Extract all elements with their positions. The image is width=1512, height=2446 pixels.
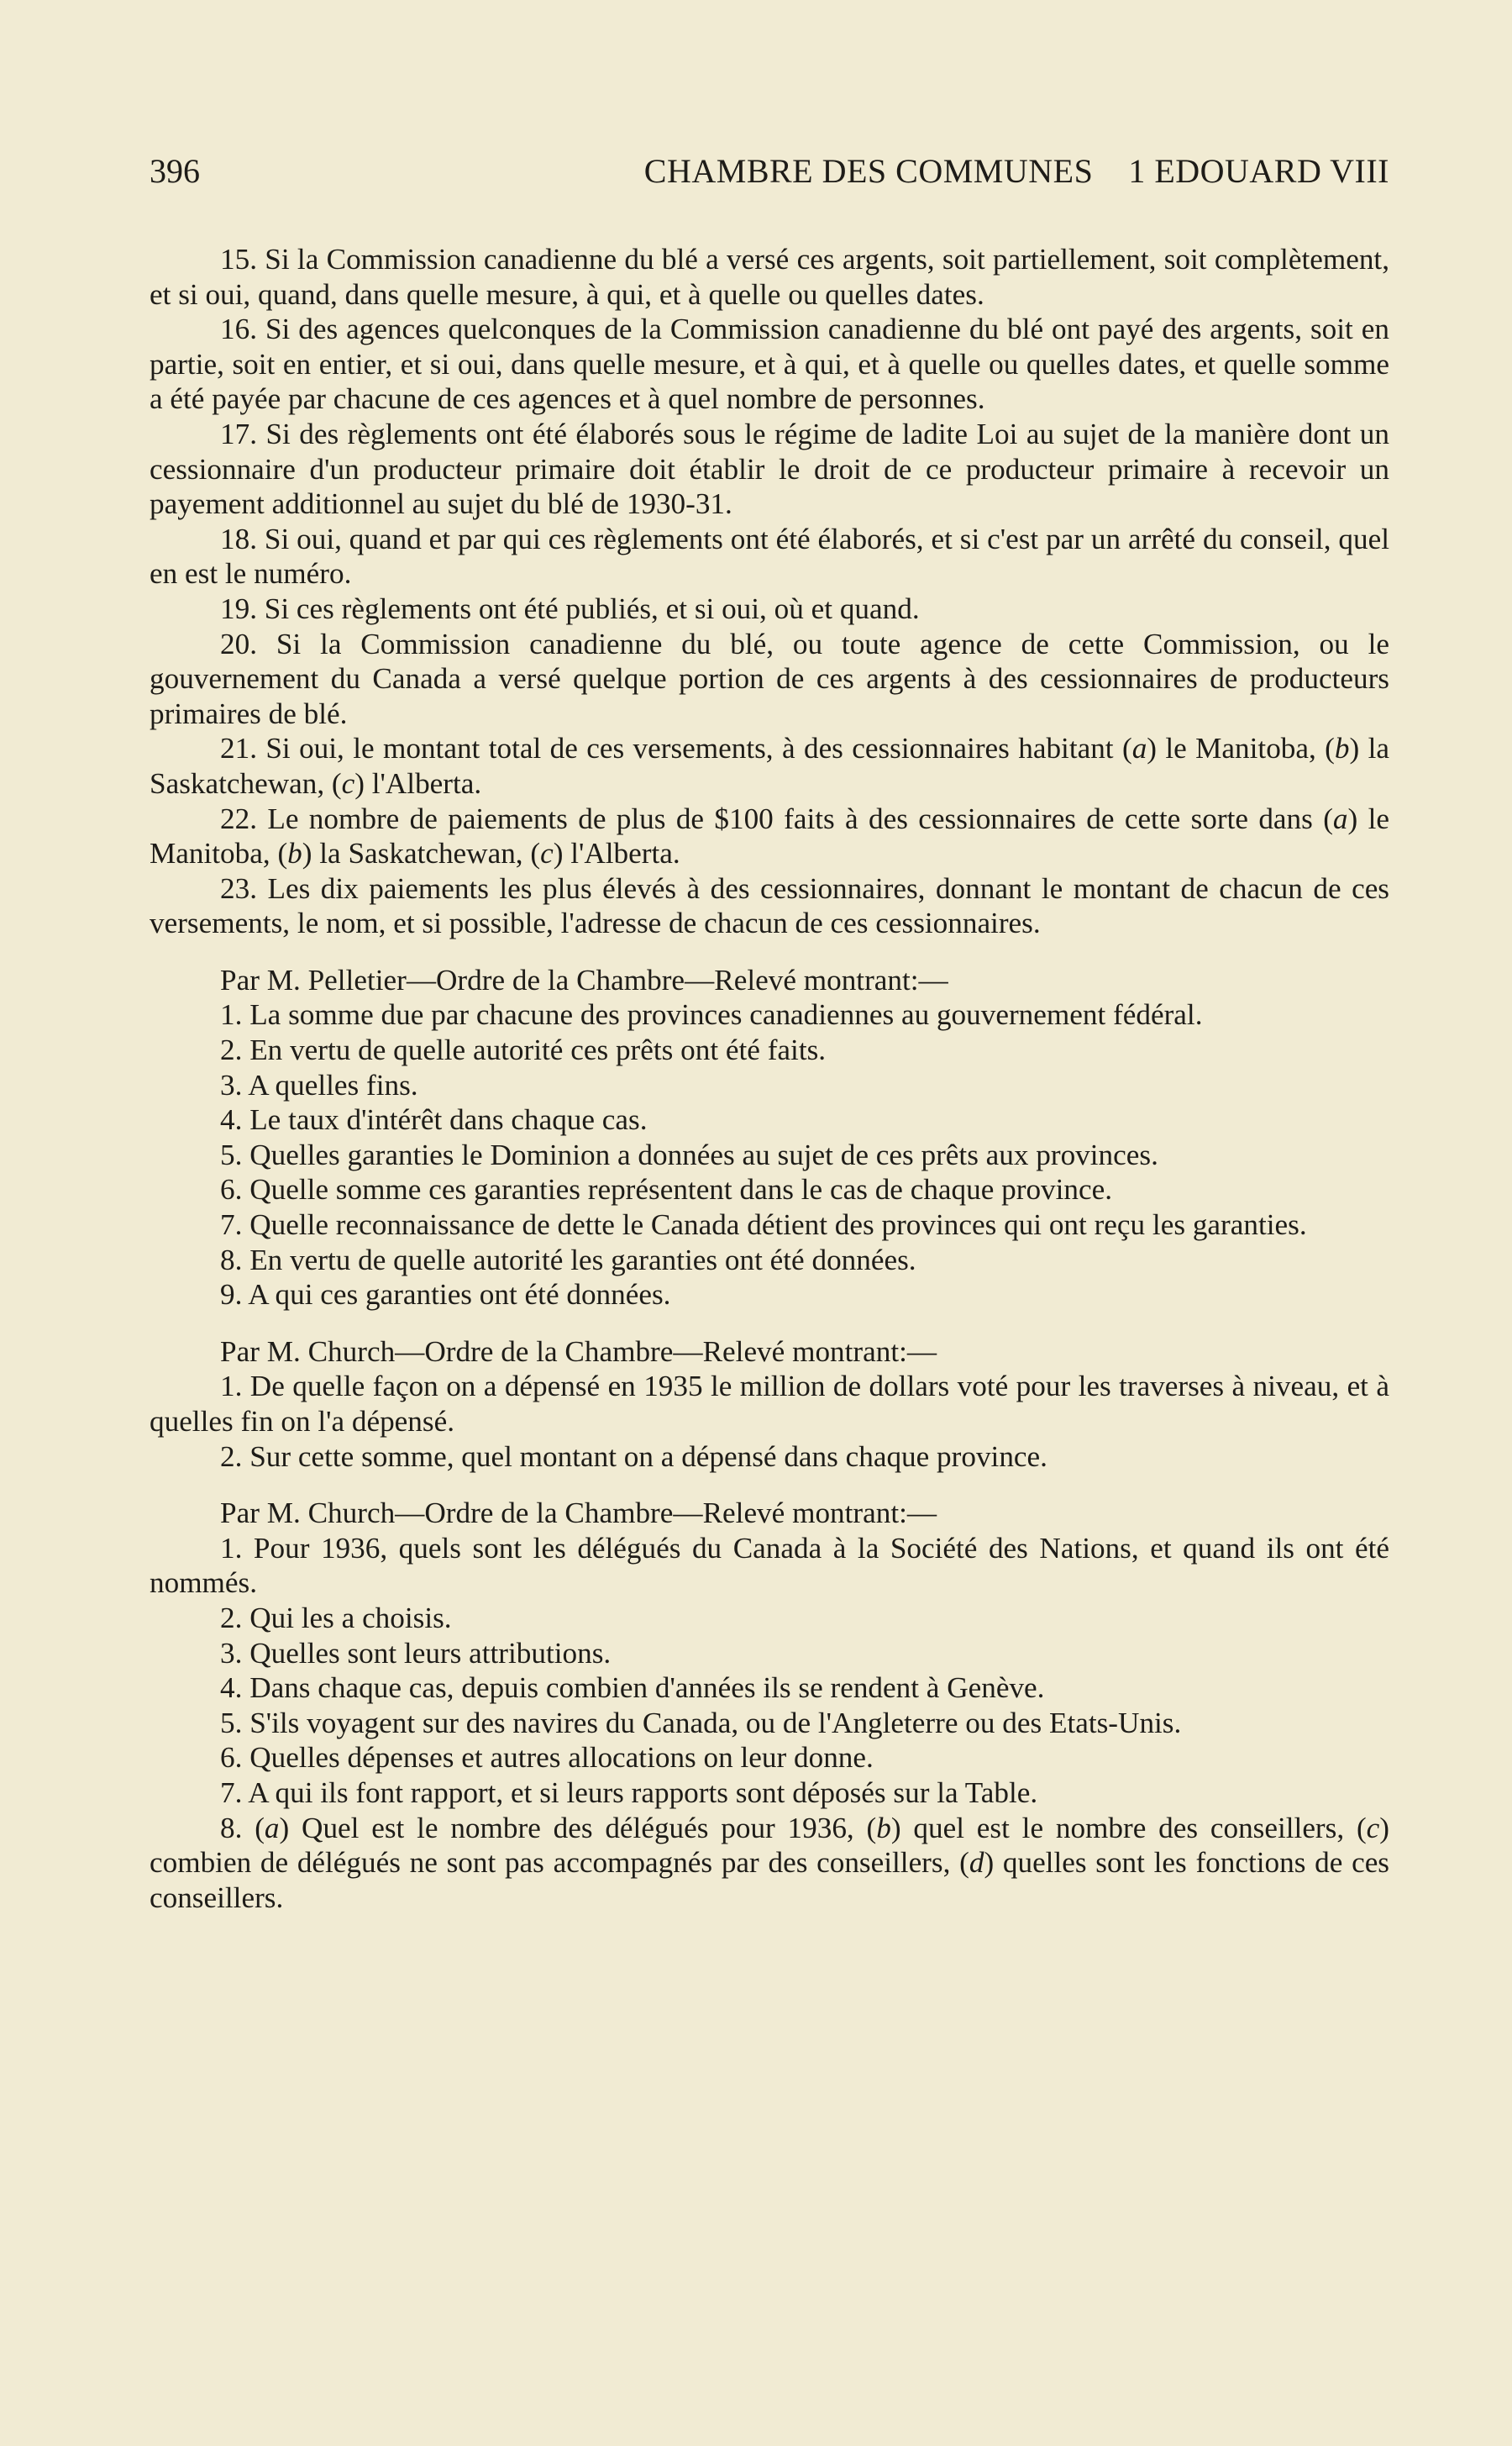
paragraph-16: 16. Si des agences quelconques de la Commission canadienne du blé ont payé des argents, soit en partie, soit en entier, et si oui, dans quelle mesure, et à qui, et à quelle ou quelles dates, et quelle somme a été payée par chacune de ces agences et à quel nombre de personnes. [150, 313, 1389, 416]
list-item: 4. Dans chaque cas, depuis combien d'années ils se rendent à Genève. [220, 1671, 1045, 1705]
paragraph-19: 19. Si ces règlements ont été publiés, et si oui, où et quand. [220, 592, 920, 625]
list-item: 9. A qui ces garanties ont été données. [220, 1278, 671, 1312]
paragraph-22: 22. Le nombre de paiements de plus de $100 faits à des cessionnaires de cette sorte dans (a) le Manitoba, (b) la Saskatchewan, (c) l'Alberta. [150, 802, 1389, 871]
list-item: 6. Quelles dépenses et autres allocations on leur donne. [220, 1741, 874, 1775]
list-item: 3. Quelles sont leurs attributions. [220, 1636, 612, 1670]
paragraph-21: 21. Si oui, le montant total de ces versements, à des cessionnaires habitant (a) le Manitoba, (b) la Saskatchewan, (c) l'Alberta. [150, 732, 1389, 800]
section-church-crossings [150, 1334, 1389, 1474]
list-item: 2. En vertu de quelle autorité ces prêts ont été faits. [220, 1034, 827, 1067]
list-item: 2. Sur cette somme, quel montant on a dépensé dans chaque province. [220, 1439, 1047, 1473]
page-header [150, 150, 1389, 193]
list-item: 7. A qui ils font rapport, et si leurs rapports sont déposés sur la Table. [220, 1775, 1038, 1809]
section-heading: Par M. Church—Ordre de la Chambre—Relevé montrant:— [220, 1334, 937, 1368]
question-list-wheat [150, 242, 1389, 941]
list-item: 4. Le taux d'intérêt dans chaque cas. [220, 1103, 648, 1137]
running-title: CHAMBRE DES COMMUNES 1 EDOUARD VIII [643, 152, 1389, 190]
list-item: 8. En vertu de quelle autorité les garanties ont été données. [220, 1243, 916, 1276]
paragraph-17: 17. Si des règlements ont été élaborés sous le régime de ladite Loi au sujet de la manière dont un cessionnaire d'un producteur primaire doit établir le droit de ce producteur primaire à recevoir un payement additionnel au sujet du blé de 1930-31. [150, 417, 1389, 521]
page-number: 396 [150, 152, 200, 190]
section-church-delegates [150, 1496, 1389, 1915]
list-item: 2. Qui les a choisis. [220, 1601, 452, 1634]
paragraph-18: 18. Si oui, quand et par qui ces règlements ont été élaborés, et si c'est par un arrêté du conseil, quel en est le numéro. [150, 522, 1389, 591]
list-item: 7. Quelle reconnaissance de dette le Canada détient des provinces qui ont reçu les garanties. [220, 1208, 1307, 1242]
list-item: 1. Pour 1936, quels sont les délégués du Canada à la Société des Nations, et quand ils ont été nommés. [150, 1531, 1389, 1600]
paragraph-20: 20. Si la Commission canadienne du blé, ou toute agence de cette Commission, ou le gouvernement du Canada a versé quelque portion de ces argents à des cessionnaires de producteurs primaires de blé. [150, 627, 1389, 730]
body-text [150, 242, 1389, 1915]
list-item: 1. De quelle façon on a dépensé en 1935 le million de dollars voté pour les traverses à niveau, et à quelles fin on l'a dépensé. [150, 1370, 1389, 1438]
list-item: 1. La somme due par chacune des provinces canadiennes au gouvernement fédéral. [220, 998, 1203, 1032]
list-item: 8. (a) Quel est le nombre des délégués pour 1936, (b) quel est le nombre des conseillers, (c) combien de délégués ne sont pas accompagnés par des conseillers, (d) quelles sont les fonctions de ces conseillers. [150, 1811, 1390, 1914]
section-heading: Par M. Church—Ordre de la Chambre—Relevé montrant:— [220, 1497, 937, 1530]
paragraph-15: 15. Si la Commission canadienne du blé a versé ces argents, soit partiellement, soit complètement, et si oui, quand, dans quelle mesure, à qui, et à quelle ou quelles dates. [150, 243, 1389, 311]
paragraph-23: 23. Les dix paiements les plus élevés à des cessionnaires, donnant le montant de chacun de ces versements, le nom, et si possible, l'adresse de chacun de ces cessionnaires. [150, 871, 1389, 940]
list-item: 6. Quelle somme ces garanties représentent dans le cas de chaque province. [220, 1173, 1113, 1207]
list-item: 5. Quelles garanties le Dominion a données au sujet de ces prêts aux provinces. [220, 1138, 1158, 1171]
list-item: 3. A quelles fins. [220, 1068, 418, 1102]
section-pelletier [150, 963, 1389, 1312]
section-heading: Par M. Pelletier—Ordre de la Chambre—Relevé montrant:— [220, 963, 948, 997]
list-item: 5. S'ils voyagent sur des navires du Canada, ou de l'Angleterre ou des Etats-Unis. [220, 1706, 1182, 1739]
